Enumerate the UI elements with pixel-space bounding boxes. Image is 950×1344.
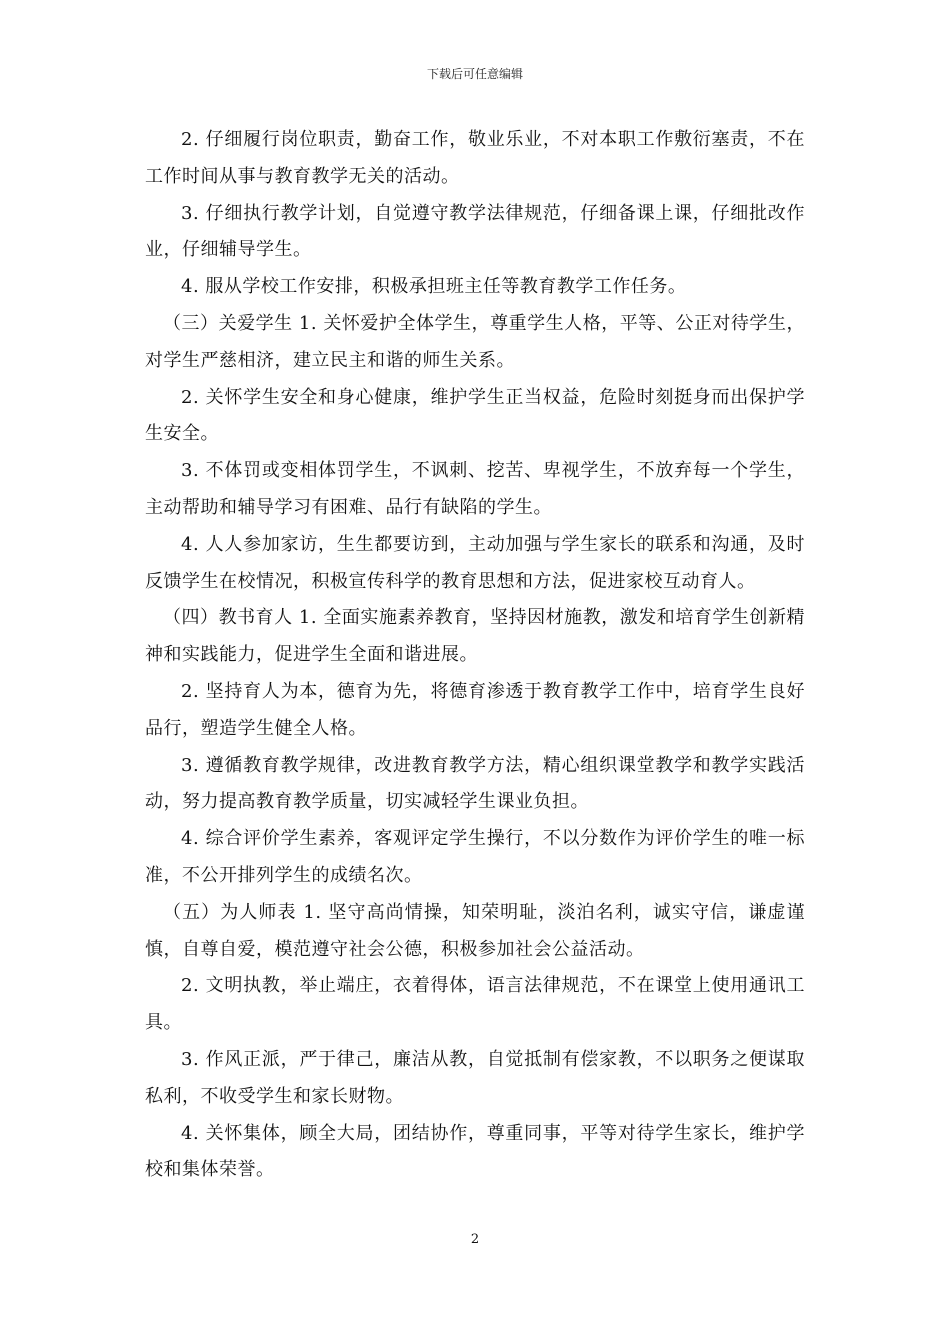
paragraph-care-2: 2. 关怀学生安全和身心健康，维护学生正当权益，危险时刻挺身而出保护学生安全。 — [145, 386, 805, 445]
section-role-model: （五）为人师表 1. 坚守高尚情操，知荣明耻，淡泊名利，诚实守信，谦虚谨慎，自尊自爱，模范遵守社会公德，积极参加社会公益活动。 — [145, 901, 805, 960]
paragraph-duty-2: 2. 仔细履行岗位职责，勤奋工作，敬业乐业，不对本职工作敷衍塞责，不在工作时间从事与教育教学无关的活动。 — [145, 129, 805, 187]
paragraph-care-4: 4. 人人参加家访，生生都要访到，主动加强与学生家长的联系和沟通，及时反馈学生在校情况，积极宣传科学的教育思想和方法，促进家校互动育人。 — [145, 533, 805, 592]
paragraph-teach-4: 4. 综合评价学生素养，客观评定学生操行，不以分数作为评价学生的唯一标准，不公开排列学生的成绩名次。 — [145, 828, 805, 886]
paragraph-duty-3: 3. 仔细执行教学计划，自觉遵守教学法律规范，仔细备课上课，仔细批改作业，仔细辅导学生。 — [145, 202, 805, 261]
section-care-students: （三）关爱学生 1. 关怀爱护全体学生，尊重学生人格，平等、公正对待学生，对学生严慈相济，建立民主和谐的师生关系。 — [145, 312, 805, 371]
page-header: 下载后可任意编辑 — [426, 67, 523, 81]
paragraph-teach-3: 3. 遵循教育教学规律，改进教育教学方法，精心组织课堂教学和教学实践活动，努力提高教育教学质量，切实减轻学生课业负担。 — [145, 754, 805, 813]
paragraph-model-3: 3. 作风正派，严于律己，廉洁从教，自觉抵制有偿家教，不以职务之便谋取私利，不收受学生和家长财物。 — [145, 1048, 805, 1107]
paragraph-teach-2: 2. 坚持育人为本，德育为先，将德育渗透于教育教学工作中，培育学生良好品行，塑造学生健全人格。 — [145, 680, 805, 739]
paragraph-model-2: 2. 文明执教，举止端庄，衣着得体，语言法律规范，不在课堂上使用通讯工具。 — [145, 975, 805, 1034]
paragraph-care-3: 3. 不体罚或变相体罚学生，不讽刺、挖苦、卑视学生，不放弃每一个学生，主动帮助和辅导学习有困难、品行有缺陷的学生。 — [145, 460, 805, 518]
page-number: 2 — [470, 1232, 480, 1247]
document-body — [145, 122, 805, 1189]
section-teach-educate: （四）教书育人 1. 全面实施素养教育，坚持因材施教，激发和培育学生创新精神和实践能力，促进学生全面和谐进展。 — [145, 607, 805, 666]
paragraph-duty-4: 4. 服从学校工作安排，积极承担班主任等教育教学工作任务。 — [181, 276, 687, 298]
paragraph-model-4: 4. 关怀集体，顾全大局，团结协作，尊重同事，平等对待学生家长，维护学校和集体荣誉。 — [145, 1122, 805, 1181]
